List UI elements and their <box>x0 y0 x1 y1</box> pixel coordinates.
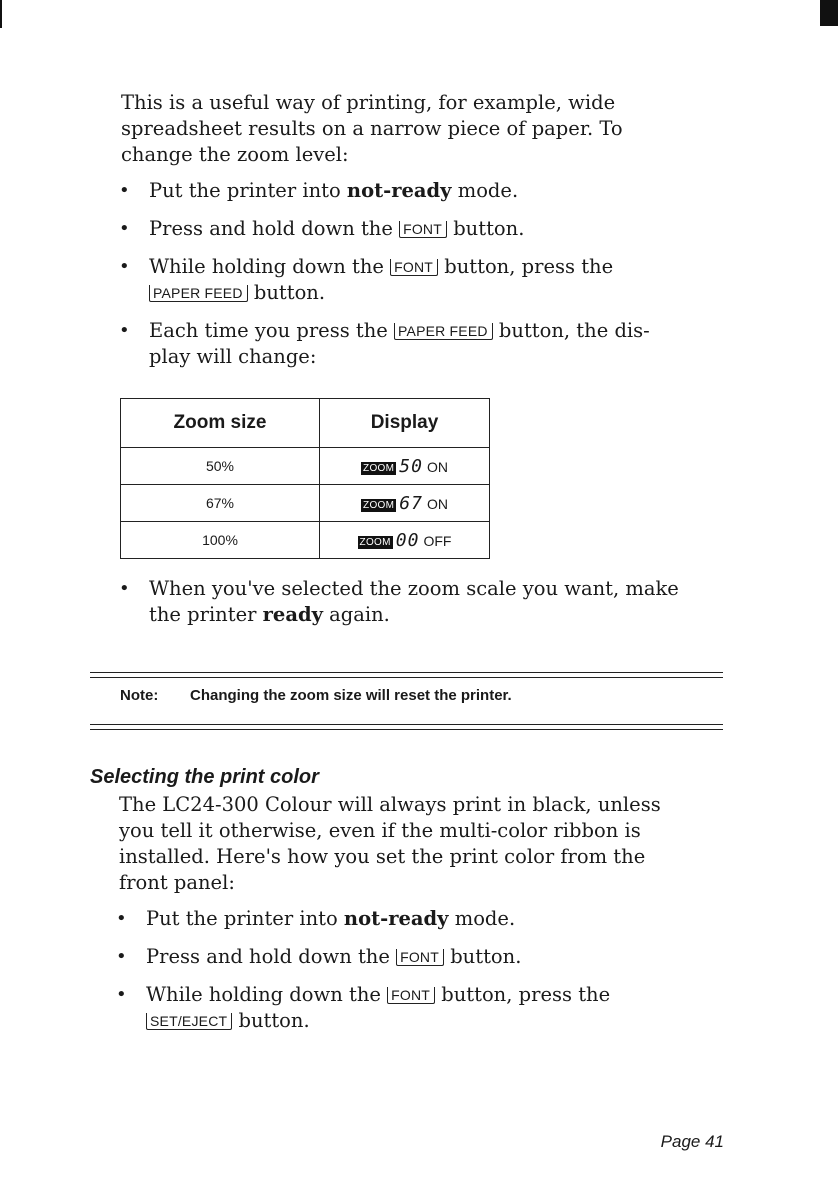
zoom-indicator: ZOOM <box>363 499 395 511</box>
step-text: mode. <box>448 907 516 930</box>
list-item <box>110 906 720 932</box>
zoom-state: OFF <box>423 532 452 549</box>
zoom-steps-list <box>113 178 723 382</box>
edge-registration-mark <box>0 0 2 28</box>
page-number: Page 41 <box>660 1132 724 1151</box>
section-heading: Selecting the print color <box>90 766 319 788</box>
step-text: button, press the <box>435 983 611 1006</box>
segment-digits: 67 <box>399 492 423 514</box>
section-line: installed. Here's how you set the print color from the <box>119 845 646 868</box>
list-item <box>113 216 723 242</box>
paper-feed-key-label: PAPER FEED <box>394 323 493 340</box>
note-label: Note: <box>120 687 159 704</box>
font-key-label: FONT <box>387 987 435 1004</box>
note-text: Changing the zoom size will reset the printer. <box>190 687 512 704</box>
zoom-indicator: ZOOM <box>363 462 395 474</box>
section-line: The LC24-300 Colour will always print in black, unless <box>119 793 661 816</box>
table-row <box>121 522 490 559</box>
intro-line: change the zoom level: <box>121 143 349 166</box>
step-text: Press and hold down the <box>146 945 397 968</box>
list-item <box>113 254 723 306</box>
step-text: button. <box>444 945 522 968</box>
step-text: button, press the <box>438 255 614 278</box>
step-text: When you've selected the zoom scale you want, make <box>149 577 679 600</box>
list-item <box>113 576 723 628</box>
section-line: front panel: <box>119 871 235 894</box>
zoom-size-cell: 67% <box>121 485 320 522</box>
zoom-size-cell: 50% <box>121 448 320 485</box>
table-row <box>121 485 490 522</box>
list-item <box>110 944 720 970</box>
font-key-label: FONT <box>399 221 447 238</box>
paper-feed-key-label: PAPER FEED <box>149 285 248 302</box>
step-text: button. <box>247 281 326 304</box>
step-text: play will change: <box>149 345 317 368</box>
zoom-size-header: Zoom size <box>121 399 320 448</box>
font-key-label: FONT <box>390 259 438 276</box>
list-item <box>110 982 720 1034</box>
color-steps-list <box>110 906 720 1046</box>
note-top-rule <box>90 672 723 678</box>
table-row <box>121 448 490 485</box>
list-item <box>113 178 723 204</box>
step-text: Put the printer into <box>149 179 347 202</box>
zoom-display-table <box>120 398 490 559</box>
zoom-state: ON <box>426 458 448 475</box>
list-item <box>113 318 723 370</box>
intro-line: spreadsheet results on a narrow piece of paper. To <box>121 117 623 140</box>
zoom-size-cell: 100% <box>121 522 320 559</box>
mode-emphasis: not-ready <box>343 907 449 930</box>
set-eject-key-label: SET/EJECT <box>146 1013 232 1030</box>
step-text: Put the printer into <box>146 907 344 930</box>
step-text: While holding down the <box>149 255 391 278</box>
font-key-label: FONT <box>396 949 444 966</box>
section-paragraph <box>119 792 719 896</box>
segment-digits: 00 <box>395 529 420 551</box>
step-text: Press and hold down the <box>149 217 400 240</box>
zoom-state: ON <box>426 495 448 512</box>
section-line: you tell it otherwise, even if the multi-color ribbon is <box>119 819 641 842</box>
step-text: mode. <box>451 179 519 202</box>
table-header-row <box>121 399 490 448</box>
intro-paragraph <box>121 90 721 168</box>
display-cell <box>320 522 490 559</box>
step-text: the printer <box>149 603 263 626</box>
display-cell <box>320 485 490 522</box>
mode-emphasis: ready <box>262 603 323 626</box>
note <box>120 687 512 704</box>
step-text: button. <box>447 217 525 240</box>
final-step-list <box>113 576 723 640</box>
step-text: Each time you press the <box>149 319 395 342</box>
zoom-indicator: ZOOM <box>359 536 391 548</box>
step-text: button, the dis- <box>492 319 650 342</box>
display-header: Display <box>320 399 490 448</box>
corner-registration-mark <box>820 0 838 26</box>
step-text: again. <box>322 603 390 626</box>
step-text: While holding down the <box>146 983 388 1006</box>
segment-digits: 50 <box>399 455 423 477</box>
note-bottom-rule <box>90 724 723 730</box>
step-text: button. <box>232 1009 310 1032</box>
intro-line: This is a useful way of printing, for example, wide <box>121 91 616 114</box>
display-cell <box>320 448 490 485</box>
mode-emphasis: not-ready <box>346 179 452 202</box>
